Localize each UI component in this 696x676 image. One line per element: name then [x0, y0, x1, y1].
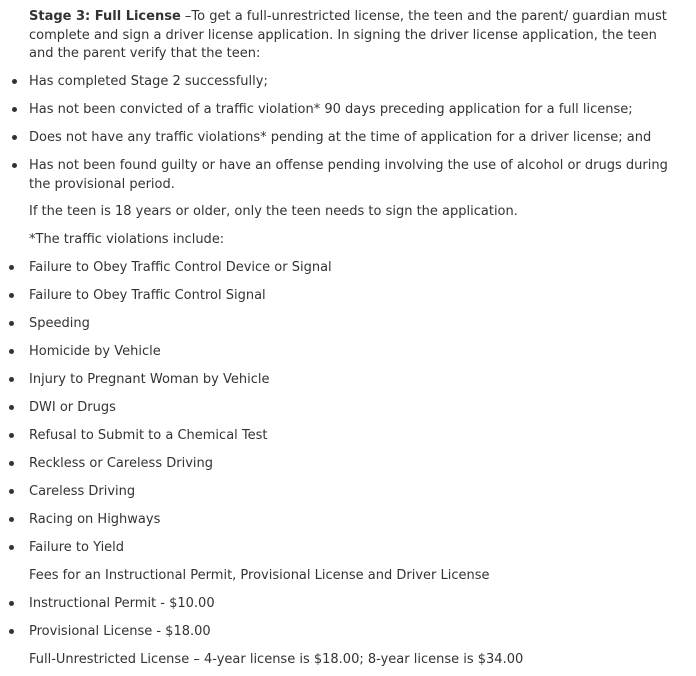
bullet-icon: [12, 79, 17, 84]
requirement-item: Has not been found guilty or have an offense pending involving the use of alcohol or drugs during the provisional period.: [29, 158, 668, 192]
bullet-icon: [9, 629, 14, 634]
bullet-icon: [9, 461, 14, 466]
bullet-icon: [12, 107, 17, 112]
violation-item: Failure to Obey Traffic Control Device or Signal: [29, 260, 332, 275]
bullet-icon: [9, 601, 14, 606]
violations-intro: *The traffic violations include:: [29, 232, 225, 247]
stage-3-heading: Stage 3: Full License: [29, 9, 181, 24]
bullet-icon: [9, 489, 14, 494]
violation-item: Careless Driving: [29, 484, 136, 499]
full-license-fee: Full-Unrestricted License – 4-year license is $18.00; 8-year license is $34.00: [29, 652, 524, 667]
fees-intro: Fees for an Instructional Permit, Provisional License and Driver License: [29, 568, 490, 583]
bullet-icon: [9, 321, 14, 326]
violation-item: Refusal to Submit to a Chemical Test: [29, 428, 268, 443]
requirement-item: Does not have any traffic violations* pending at the time of application for a driver license; and: [29, 130, 652, 145]
bullet-icon: [9, 405, 14, 410]
fee-item: Provisional License - $18.00: [29, 624, 211, 639]
bullet-icon: [9, 545, 14, 550]
violation-item: DWI or Drugs: [29, 400, 116, 415]
age-note: If the teen is 18 years or older, only the teen needs to sign the application.: [29, 204, 518, 219]
violation-item: Racing on Highways: [29, 512, 161, 527]
bullet-icon: [9, 377, 14, 382]
bullet-icon: [12, 163, 17, 168]
violation-item: Speeding: [29, 316, 90, 331]
bullet-icon: [12, 135, 17, 140]
stage-3-intro-text: –To get a full-unrestricted license, the teen and the parent/ guardian must complete and sign a driver license application. In signing the driver license application, the teen and the parent verify that the teen:: [29, 9, 667, 61]
fee-item: Instructional Permit - $10.00: [29, 596, 215, 611]
violation-item: Homicide by Vehicle: [29, 344, 161, 359]
requirement-item: Has not been convicted of a traffic violation* 90 days preceding application for a full license;: [29, 102, 633, 117]
violation-item: Failure to Obey Traffic Control Signal: [29, 288, 266, 303]
stage-3-intro-paragraph: [29, 8, 681, 64]
bullet-icon: [9, 265, 14, 270]
requirement-item: Has completed Stage 2 successfully;: [29, 74, 268, 89]
violation-item: Reckless or Careless Driving: [29, 456, 213, 471]
violation-item: Failure to Yield: [29, 540, 125, 555]
violation-item: Injury to Pregnant Woman by Vehicle: [29, 372, 270, 387]
bullet-icon: [9, 349, 14, 354]
bullet-icon: [9, 433, 14, 438]
bullet-icon: [9, 293, 14, 298]
bullet-icon: [9, 517, 14, 522]
